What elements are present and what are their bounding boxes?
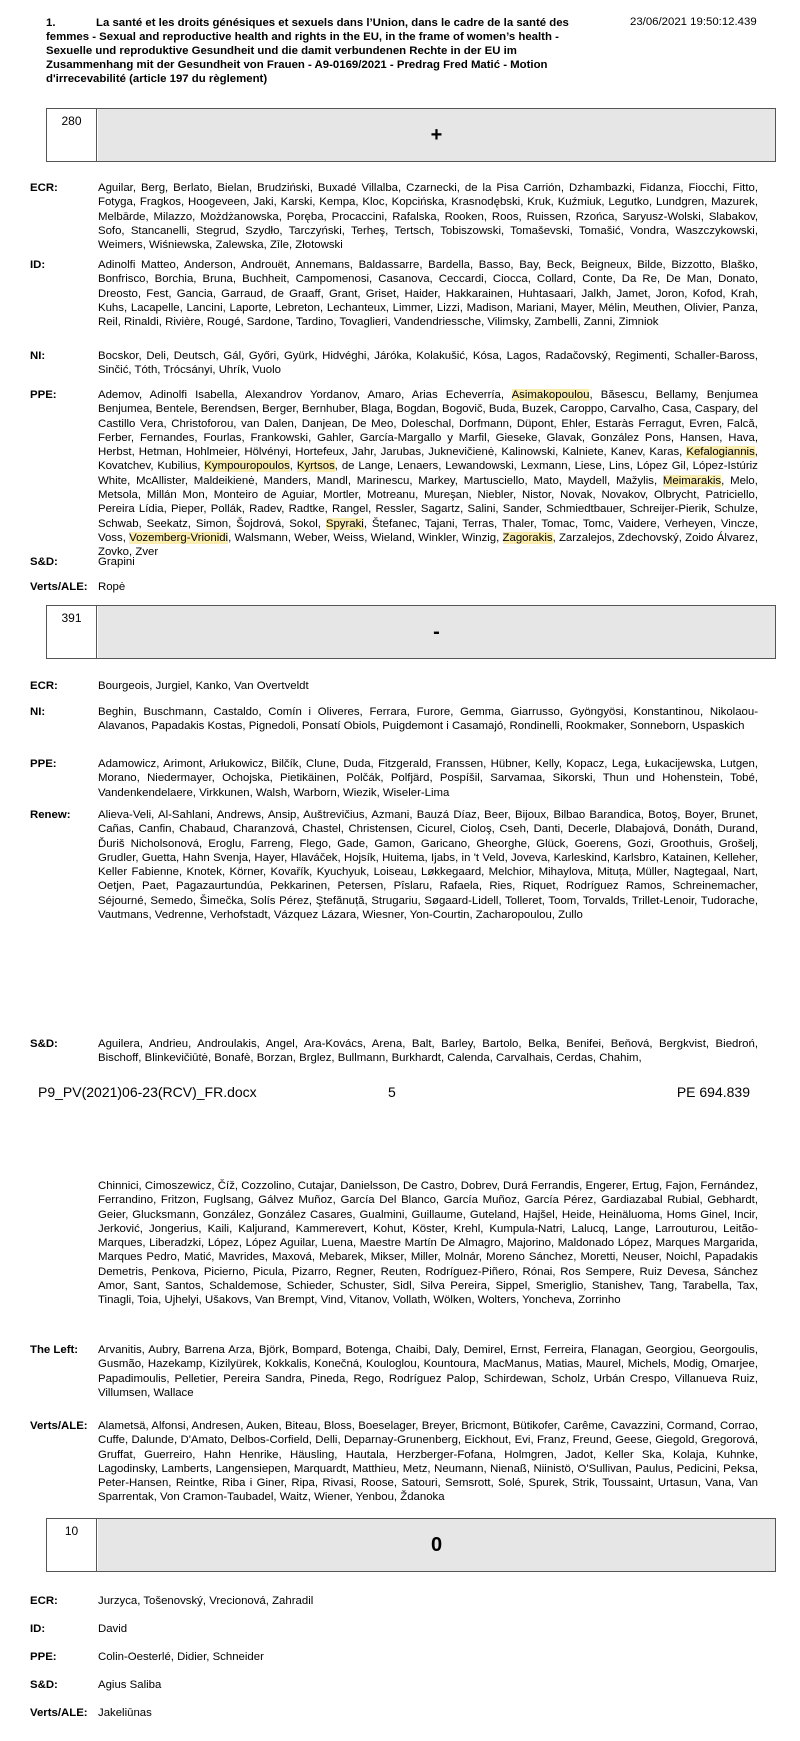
member-name: Pieper — [171, 503, 204, 516]
member-name: Niebler — [477, 489, 513, 502]
member-name: Schulze — [714, 503, 755, 516]
member-name: Salini — [467, 503, 496, 516]
member-name: Tomac — [541, 517, 575, 530]
against-group-sd-continued — [30, 1179, 758, 1308]
member-name: Kalinowski — [501, 446, 556, 459]
member-name: Hansen — [679, 431, 720, 444]
member-name: Lexmann — [520, 460, 568, 473]
member-name: Zver — [135, 546, 159, 559]
member-name: López Gil — [636, 460, 686, 473]
highlighted-name: Meimarakis — [662, 474, 722, 487]
member-name: Radtke — [288, 503, 325, 516]
member-name: Dorfmann — [458, 417, 509, 430]
member-name: Lins — [608, 460, 630, 473]
group-members: Ropė — [98, 581, 126, 593]
member-name: Kanev — [610, 446, 643, 459]
member-name: Schmiedtbauer — [546, 503, 623, 516]
vote-for-box — [46, 108, 776, 162]
footer-page-number: 5 — [388, 1084, 396, 1100]
group-label: S&D: — [30, 1679, 58, 1691]
footer-doc-name: P9_PV(2021)06-23(RCV)_FR.docx — [38, 1084, 257, 1100]
member-name: Maldeikienė — [193, 474, 255, 487]
member-name: Carvalho — [609, 403, 656, 416]
abstain-group-ppe — [30, 1650, 758, 1664]
member-name: de Lange — [341, 460, 391, 473]
group-label: ID: — [30, 1623, 46, 1635]
member-name: Simon — [195, 517, 229, 530]
member-name: Ferber — [98, 431, 131, 444]
group-label: Verts/ALE: — [30, 1707, 88, 1719]
member-name: Novakov — [601, 489, 645, 502]
member-name: Lenaers — [397, 460, 439, 473]
member-name: Mureşan — [424, 489, 469, 502]
group-members: Aguilar, Berg, Berlato, Bielan, Brudziński, Buxadé Villalba, Czarnecki, de la Pisa Carrión, Dzhambazki, Fidanza, Fiocchi, Fitto, Fotyga, Fragkos, Hoogeveen, Jaki, Karski, Kempa, Kloc, Kopcińska, Krasnodębski, Kruk, Kuźmiuk, Legutko, Lundgren, Mazurek, Melbārde, Milazzo, Możdżanowska, Poręba, Procaccini, Rafalska, Rooken, Roos, Ruissen, Rzońca, Saryusz-Wolski, Slabakov, Sofo, Stancanelli, Stegrud, Szydło, Tarczyński, Terheş, Tertsch, Tobiszowski, Tomaševski, Tomašić, Vondra, Waszczykowski, Weimers, Wiśniewska, Zalewska, Zīle, Złotowski — [98, 182, 758, 252]
group-label: S&D: — [30, 1038, 58, 1050]
member-name: Mortler — [323, 489, 358, 502]
member-name: Herbst — [98, 446, 132, 459]
member-name: Karas — [649, 446, 680, 459]
against-group-renew — [30, 808, 758, 922]
member-name: Novak — [560, 489, 593, 502]
vote-abstain-box — [46, 1518, 776, 1572]
member-name: Fourlas — [203, 431, 242, 444]
group-members: Jakeliūnas — [98, 1707, 152, 1719]
member-name: van Dalen — [241, 417, 294, 430]
highlighted-name: Spyraki — [325, 517, 364, 530]
member-name: Gieseke — [495, 431, 538, 444]
member-name: Zovko — [98, 546, 130, 559]
group-label: PPE: — [30, 389, 57, 401]
member-name: Buda — [488, 403, 516, 416]
for-group-ppe — [30, 388, 758, 560]
member-name: Lewandowski — [445, 460, 514, 473]
member-name: Winzig — [461, 531, 497, 544]
against-group-ppe — [30, 757, 758, 800]
member-name: Glavak — [546, 431, 582, 444]
member-name: Rangel — [332, 503, 369, 516]
member-name: Patriciello — [705, 489, 755, 502]
group-label: Verts/ALE: — [30, 1420, 88, 1432]
member-name: Alexandrov Yordanov — [245, 389, 357, 401]
for-group-id — [30, 258, 758, 329]
member-name: Estaràs Ferragut — [595, 417, 682, 430]
member-name: Schreijer-Pierik — [629, 503, 707, 516]
member-name: Motreanu — [366, 489, 416, 502]
member-name: Berendsen — [200, 403, 256, 416]
member-name: Doleschal — [401, 417, 452, 430]
vote-for-symbol: + — [98, 109, 775, 161]
member-name: Manders — [263, 474, 308, 487]
vote-against-box — [46, 605, 776, 659]
member-name: Hölvényi — [244, 446, 289, 459]
member-name: Amaro — [367, 389, 402, 401]
member-name: De Meo — [351, 417, 394, 430]
member-name: Ademov — [98, 389, 139, 401]
group-members: Grapini — [98, 556, 135, 568]
member-name: Juknevičienė — [428, 446, 495, 459]
member-name: Monteiro de Aguiar — [213, 489, 315, 502]
group-members: Beghin, Buschmann, Castaldo, Comín i Oliveres, Ferrara, Furore, Gemma, Giarrusso, Gyöngyösi, Konstantinou, Nikolaou-Alavanos, Papadakis Kostas, Pignedoli, Ponsatí Obiols, Puigdemont i Casamajó, Rondinelli, Rookmaker, Sonneborn, Uspaskich — [98, 706, 758, 733]
member-name: Bernhuber — [301, 403, 355, 416]
member-name: Metsola — [98, 489, 138, 502]
vote-for-count: 280 — [47, 109, 97, 161]
group-members: David — [98, 1623, 128, 1635]
member-name: Bellamy — [655, 389, 696, 401]
member-name: Pollák — [210, 503, 242, 516]
group-members: Alametsä, Alfonsi, Andresen, Auken, Biteau, Bloss, Boeselager, Breyer, Bricmont, Bütikofer, Carême, Cavazzini, Cormand, Corrao, Cuffe, Dalunde, D'Amato, Delbos-Corfield, Delli, Deparnay-Grunenberg, Eickhout, Evi, Franz, Freund, Geese, Giegold, Gregorová, Gruffat, Guerreiro, Hahn Henrike, Häusling, Hautala, Herzberger-Fofana, Holmgren, Jadot, Keller Ska, Kolaja, Kuhnke, Lagodinsky, Lamberts, Langensiepen, Marquardt, Matthieu, Metz, Neumann, Nienaß, Niinistö, O'Sullivan, Paulus, Pedicini, Peksa, Peter-Hansen, Reintke, Riba i Giner, Ripa, Rivasi, Roose, Satouri, Semsrott, Solé, Spurek, Strik, Toussaint, Urtasun, Vana, Van Sparrentak, Von Cramon-Taubadel, Waitz, Wiener, Yenbou, Ždanoka — [98, 1420, 758, 1504]
member-name: Buzek — [521, 403, 554, 416]
for-group-ecr — [30, 181, 758, 252]
member-name: Sander — [502, 503, 539, 516]
member-name: Weber — [294, 531, 328, 544]
member-name: Šojdrová — [236, 517, 282, 530]
against-group-left — [30, 1343, 758, 1400]
member-name: McAllister — [136, 474, 185, 487]
group-label: Renew: — [30, 809, 71, 821]
member-name: Maydell — [567, 474, 607, 487]
member-name: Hetman — [138, 446, 179, 459]
member-name: Voss — [98, 531, 123, 544]
group-label: ECR: — [30, 182, 58, 194]
group-members: Aguilera, Andrieu, Androulakis, Angel, Ara-Kovács, Arena, Balt, Barley, Bartolo, Belka, Benifei, Beňová, Bergkvist, Biedroń, Bischoff, Blinkevičiūtė, Bonafè, Borzan, Brglez, Bullmann, Burkhardt, Calenda, Carvalhais, Cerdas, Chahim, — [98, 1038, 758, 1065]
abstain-group-sd — [30, 1678, 758, 1692]
member-name: Jarubas — [380, 446, 422, 459]
member-name: Kubilius — [157, 460, 198, 473]
highlighted-name: Kyrtsos — [296, 460, 335, 473]
member-name: Benjumea Benjumea — [98, 389, 759, 416]
highlighted-name: Zagorakis — [502, 531, 553, 544]
member-name: Weiss — [333, 531, 365, 544]
vote-against-count: 391 — [47, 606, 97, 658]
group-label: ECR: — [30, 1595, 58, 1607]
group-members: Ademov, Adinolfi Isabella, Alexandrov Yordanov, Amaro, Arias Echeverría, Asimakopoulou, Băsescu, Bellamy, Benjumea Benjumea, Bentele, Berendsen, Berger, Bernhuber, Blaga, Bogdan, Bogovič, Buda, Buzek, Caroppo, Carvalho, Casa, Caspary, del Castillo Vera, Christoforou, van Dalen, Danjean, De Meo, Doleschal, Dorfmann, Düpont, Ehler, Estaràs Ferragut, Evren, Falcă, Ferber, Fernandes, Fourlas, Frankowski, Gahler, García-Margallo y Marfil, Gieseke, Glavak, González Pons, Hansen, Hava, Herbst, Hetman, Hohlmeier, Hölvényi, Hortefeux, Jahr, Jarubas, Juknevičienė, Kalinowski, Kalniete, Kanev, Karas, Kefalogiannis, Kovatchev, Kubilius, Kympouropoulos, Kyrtsos, de Lange, Lenaers, Lewandowski, Lexmann, Liese, Lins, López Gil, López-Istúriz White, McAllister, Maldeikienė, Manders, Mandl, Marinescu, Markey, Martusciello, Mato, Maydell, Mažylis, Meimarakis, Melo, Metsola, Millán Mon, Monteiro de Aguiar, Mortler, Motreanu, Mureşan, Niebler, Nistor, Novak, Novakov, Olbrycht, Patriciello, Pereira Lídia, Pieper, Pollák, Radev, Radtke, Rangel, Ressler, Sagartz, Salini, Sander, Schmiedtbauer, Schreijer-Pierik, Schulze, Schwab, Seekatz, Simon, Šojdrová, Sokol, Spyraki, Štefanec, Tajani, Terras, Thaler, Tomac, Tomc, Vaidere, Verheyen, Vincze, Voss, Vozemberg-Vrionidi, Walsmann, Weber, Weiss, Wieland, Winkler, Winzig, Zagorakis, Zarzalejos, Zdechovský, Zoido Álvarez, Zovko, Zver — [98, 389, 759, 559]
vote-abstain-symbol: 0 — [98, 1519, 775, 1571]
member-name: Evren — [689, 417, 720, 430]
member-name: Arias Echeverría — [411, 389, 501, 401]
highlighted-name: Asimakopoulou — [511, 389, 590, 401]
member-name: Radev — [249, 503, 282, 516]
member-name: Sokol — [289, 517, 318, 530]
footer-pe-number: PE 694.839 — [676, 1084, 750, 1100]
member-name: García-Margallo y Marfil — [359, 431, 487, 444]
member-name: Falcă — [726, 417, 755, 430]
member-name: Seekatz — [146, 517, 188, 530]
for-group-ni — [30, 349, 758, 378]
member-name: Christoforou — [171, 417, 234, 430]
member-name: Jahr — [351, 446, 374, 459]
member-name: Blaga — [360, 403, 391, 416]
group-label: NI: — [30, 706, 46, 718]
group-members: Bocskor, Deli, Deutsch, Gál, Győri, Gyürk, Hidvéghi, Járóka, Kolakušić, Kósa, Lagos, Radačovský, Regimenti, Schaller-Baross, Sinčić, Tóth, Trócsányi, Uhrík, Vuolo — [98, 350, 758, 377]
highlighted-name: Vozemberg-Vrionidi — [129, 531, 229, 544]
member-name: González Pons — [590, 431, 671, 444]
against-group-sd — [30, 1037, 758, 1066]
member-name: Ressler — [375, 503, 414, 516]
member-name: Verheyen — [664, 517, 713, 530]
member-name: Štefanec — [371, 517, 417, 530]
member-name: Hortefeux — [295, 446, 345, 459]
member-name: Hava — [728, 431, 755, 444]
group-members: Adinolfi Matteo, Anderson, Androuët, Annemans, Baldassarre, Bardella, Basso, Bay, Beck, Beigneux, Bilde, Bizzotto, Blaško, Bonfrisco, Borchia, Bruna, Buchheit, Campomenosi, Casanova, Ceccardi, Ciocca, Collard, Conte, Da Re, De Man, Donato, Dreosto, Fest, Gancia, Garraud, de Graaff, Grant, Griset, Haider, Hakkarainen, Huhtasaari, Jalkh, Jamet, Joron, Kofod, Krah, Kuhs, Lacapelle, Lancini, Laporte, Lebreton, Lechanteux, Limmer, Lizzi, Madison, Mariani, Mayer, Mélin, Meuthen, Olivier, Panza, Reil, Rinaldi, Rivière, Rougé, Sardone, Tardino, Tovaglieri, Vandendriessche, Vilimsky, Zambelli, Zanni, Zimniok — [98, 259, 758, 329]
member-name: Olbrycht — [653, 489, 697, 502]
member-name: López-Istúriz White — [98, 460, 758, 487]
member-name: del Castillo Vera — [98, 403, 758, 430]
for-group-verts — [30, 580, 758, 594]
member-name: Frankowski — [250, 431, 309, 444]
member-name: Marinescu — [356, 474, 410, 487]
member-name: Kovatchev — [98, 460, 151, 473]
abstain-group-id — [30, 1622, 758, 1636]
item-title-text: La santé et les droits génésiques et sexuels dans l’Union, dans le cadre de la santé des femmes - Sexual and reproductive health and rights in the EU, in the frame of women’s health - Sexuelle und reproduktive Gesundheit und die damit verbundenen Rechte in der EU im Zusammenhang mit der Gesundheit von Frauen - A9-0169/2021 - Predrag Fred Matić - Motion d'irrecevabilité (article 197 du règlement) — [46, 17, 569, 85]
group-label: ID: — [30, 259, 46, 271]
member-name: Vincze — [720, 517, 755, 530]
member-name: Bogovič — [442, 403, 483, 416]
member-name: Pereira Lídia — [98, 503, 164, 516]
member-name: Bogdan — [396, 403, 436, 416]
member-name: Winkler — [418, 531, 456, 544]
member-name: Sagartz — [420, 503, 461, 516]
member-name: Berger — [262, 403, 296, 416]
member-name: Vaidere — [618, 517, 657, 530]
vote-timestamp: 23/06/2021 19:50:12.439 — [630, 16, 757, 28]
abstain-group-ecr — [30, 1594, 758, 1608]
group-members: Agius Saliba — [98, 1679, 162, 1691]
member-name: Zarzalejos — [558, 531, 612, 544]
group-members: Chinnici, Cimoszewicz, Číž, Cozzolino, Cutajar, Danielsson, De Castro, Dobrev, Durá Ferrandis, Engerer, Ertug, Fajon, Fernández, Ferrandino, Fritzon, Fuglsang, Gálvez Muñoz, García Del Blanco, García Muñoz, García Pérez, Gardiazabal Rubial, Gebhardt, Geier, Glucksmann, González, González Casares, Gualmini, Guillaume, Guteland, Hajšel, Heide, Heinäluoma, Homs Ginel, Incir, Jerković, Jongerius, Kaili, Kaljurand, Kammerevert, Kohut, Köster, Krehl, Kumpula-Natri, Lalucq, Lange, Larrouturou, Leitão-Marques, Liberadzki, López, López Aguilar, Luena, Maestre Martín De Almagro, Majorino, Maldonado López, Marques Margarida, Marques Pedro, Matić, Mavrides, Maxová, Mebarek, Mikser, Miller, Molnár, Moreno Sánchez, Moretti, Neuser, Noichl, Papadakis Demetris, Penkova, Picierno, Picula, Pizarro, Regner, Reuten, Rodríguez-Piñero, Rónai, Ros Sempere, Ruiz Devesa, Sánchez Amor, Sant, Santos, Schaldemose, Schieder, Schuster, Sidl, Silva Pereira, Sippel, Smeriglio, Stanishev, Tang, Tarabella, Tax, Tinagli, Toia, Ujhelyi, Ušakovs, Van Brempt, Vind, Vitanov, Vollath, Wölken, Wolters, Yoncheva, Zorrinho — [98, 1180, 758, 1307]
member-name: Gahler — [317, 431, 351, 444]
group-label: PPE: — [30, 758, 57, 770]
member-name: Casa — [661, 403, 689, 416]
member-name: Bentele — [155, 403, 195, 416]
group-members: Bourgeois, Jurgiel, Kanko, Van Overtveldt — [98, 680, 309, 692]
group-members: Jurzyca, Tošenovský, Vrecionová, Zahradil — [98, 1595, 314, 1607]
member-name: Tomc — [582, 517, 611, 530]
member-name: Băsescu — [600, 389, 645, 401]
member-name: Schwab — [98, 517, 139, 530]
member-name: Danjean — [301, 417, 345, 430]
against-group-ni — [30, 705, 758, 734]
group-members: Arvanitis, Aubry, Barrena Arza, Björk, Bompard, Botenga, Chaibi, Daly, Demirel, Ernst, Ferreira, Flanagan, Georgiou, Georgoulis, Gusmão, Hazekamp, Kizilyürek, Kokkalis, Konečná, Kouloglou, Kountoura, MacManus, Matias, Maurel, Michels, Modig, Omarjee, Papadimoulis, Pelletier, Pereira Sandra, Pineda, Rego, Rodríguez Palop, Schirdewan, Scholz, Urbán Crespo, Villanueva Ruiz, Villumsen, Wallace — [98, 1344, 758, 1399]
vote-abstain-count: 10 — [47, 1519, 97, 1571]
highlighted-name: Kympouropoulos — [204, 460, 290, 473]
member-name: Terras — [462, 517, 495, 530]
member-name: Markey — [418, 474, 455, 487]
for-group-sd — [30, 555, 758, 569]
group-label: Verts/ALE: — [30, 581, 88, 593]
member-name: Caroppo — [559, 403, 604, 416]
group-label: ECR: — [30, 680, 58, 692]
member-name: Wieland — [370, 531, 412, 544]
member-name: Düpont — [516, 417, 554, 430]
against-group-verts — [30, 1419, 758, 1505]
group-label: The Left: — [30, 1344, 79, 1356]
member-name: Thaler — [501, 517, 534, 530]
group-label: NI: — [30, 350, 46, 362]
member-name: Melo — [730, 474, 755, 487]
member-name: Nistor — [521, 489, 552, 502]
member-name: Fernandes — [139, 431, 195, 444]
group-members: Adamowicz, Arimont, Arłukowicz, Bilčík, Clune, Duda, Fitzgerald, Franssen, Hübner, Kelly, Kopacz, Lega, Łukacijewska, Lutgen, Morano, Niedermayer, Ochojska, Pietikäinen, Polčák, Polfjärd, Pospíšil, Sarvamaa, Sikorski, Thun und Hohenstein, Tobé, Vandenkendelaere, Virkkunen, Walsh, Warborn, Wiezik, Wiseler-Lima — [98, 758, 758, 799]
group-label: PPE: — [30, 1651, 57, 1663]
member-name: Adinolfi Isabella — [149, 389, 235, 401]
member-name: Hohlmeier — [185, 446, 238, 459]
member-name: Walsmann — [234, 531, 288, 544]
vote-item-title — [46, 16, 606, 86]
member-name: Martusciello — [463, 474, 525, 487]
vote-against-symbol: - — [98, 606, 775, 658]
group-label: S&D: — [30, 556, 58, 568]
member-name: Zoido Álvarez — [685, 531, 755, 544]
member-name: Mandl — [316, 474, 348, 487]
member-name: Mato — [533, 474, 559, 487]
group-members: Colin-Oesterlé, Didier, Schneider — [98, 1651, 264, 1663]
group-members: Alieva-Veli, Al-Sahlani, Andrews, Ansip, Auštrevičius, Azmani, Bauzá Díaz, Beer, Bijoux, Bilbao Barandica, Botoş, Boyer, Brunet, Cañas, Canfin, Chabaud, Charanzová, Chastel, Christensen, Cicurel, Cioloş, Cseh, Danti, Decerle, Dlabajová, Donáth, Durand, Ďuriš Nicholsonová, Eroglu, Farreng, Flego, Gade, Gamon, Garicano, Gheorghe, Glück, Goerens, Gozi, Groothuis, Grošelj, Grudler, Guetta, Hahn Svenja, Hayer, Hlaváček, Hojsík, Huitema, Ijabs, in 't Veld, Joveva, Karleskind, Karlsbro, Katainen, Kelleher, Keller Fabienne, Knotek, Körner, Kovařík, Kyuchyuk, Loiseau, Løkkegaard, Melchior, Mihaylova, Mituța, Müller, Nagtegaal, Nart, Oetjen, Paet, Pagazaurtundúa, Pekkarinen, Petersen, Pîslaru, Rafaela, Ries, Riquet, Rodríguez Ramos, Schreinemacher, Séjourné, Semedo, Šimečka, Solís Pérez, Ştefănuță, Strugariu, Søgaard-Lidell, Tolleret, Toom, Torvalds, Trillet-Lenoir, Tudorache, Vautmans, Vedrenne, Verhofstadt, Vázquez Lázara, Wiesner, Yon-Courtin, Zacharopoulou, Zullo — [98, 809, 758, 922]
member-name: Liese — [574, 460, 602, 473]
member-name: Mažylis — [615, 474, 654, 487]
member-name: Millán Mon — [146, 489, 205, 502]
highlighted-name: Kefalogiannis — [686, 446, 755, 459]
member-name: Kalniete — [562, 446, 604, 459]
abstain-group-verts — [30, 1706, 758, 1720]
member-name: Caspary — [694, 403, 737, 416]
against-group-ecr — [30, 679, 758, 693]
member-name: Zdechovský — [617, 531, 679, 544]
member-name: Ehler — [561, 417, 588, 430]
member-name: Tajani — [424, 517, 455, 530]
item-number: 1. — [46, 17, 56, 29]
